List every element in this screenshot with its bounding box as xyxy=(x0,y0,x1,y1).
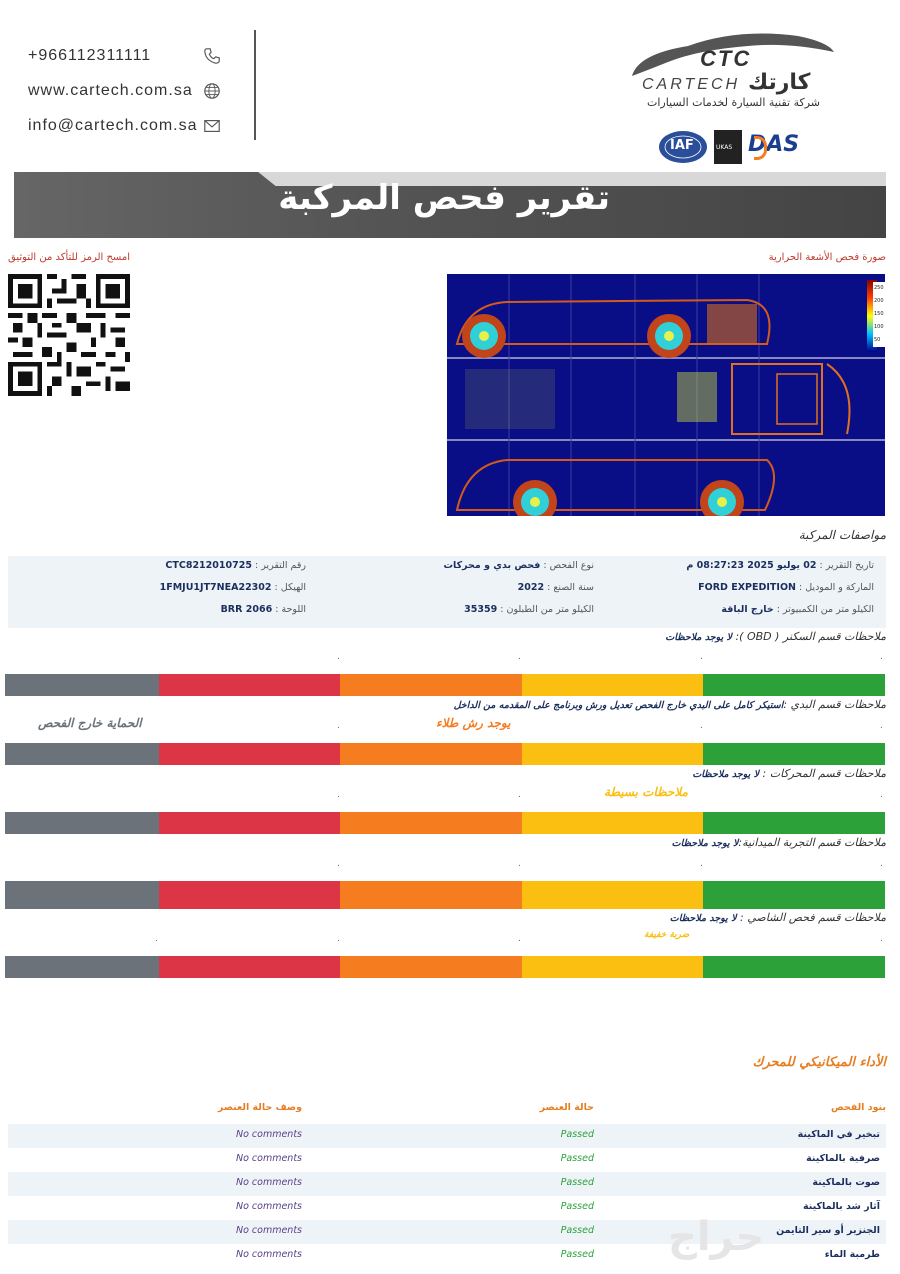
rating-dots: . . . . xyxy=(337,652,883,662)
phone-line[interactable] xyxy=(28,47,151,65)
spec-row xyxy=(8,556,886,578)
thermal-scan-graphic xyxy=(447,274,885,516)
spec-report-date: تاريخ التقرير : 02 يوليو 2025 08:27:23 م xyxy=(686,560,874,571)
mech-desc: No comments xyxy=(235,1129,302,1140)
scale-tick: 200 xyxy=(874,298,884,304)
bar-green xyxy=(703,674,885,696)
mech-title: الأداء الميكانيكي للمحرك xyxy=(752,1055,886,1070)
iaf-cert xyxy=(658,130,708,164)
mech-item: الجنزير أو سير التايمن xyxy=(776,1225,880,1236)
scale-tick: 250 xyxy=(874,285,884,291)
spec-row xyxy=(8,578,886,600)
logo-ctc: CTC xyxy=(700,46,752,71)
mech-desc: No comments xyxy=(235,1177,302,1188)
header-divider xyxy=(254,30,256,140)
phone-number: +966112311111 xyxy=(28,47,152,64)
note-road-test: ملاحظات قسم التجربة الميدانية:لا يوجد ملاحظات xyxy=(671,836,886,849)
spec-year: سنة الصنع : 2022 xyxy=(517,582,594,593)
bar-yellow xyxy=(522,674,703,696)
mark-body-orange: يوجد رش طلاء xyxy=(436,716,511,730)
bar-green xyxy=(703,812,885,834)
mech-header-status: حالة العنصر xyxy=(539,1102,594,1113)
specs-title: مواصفات المركبة xyxy=(798,528,886,542)
bar-green xyxy=(703,956,885,978)
spec-plate: اللوحة : BRR 2066 xyxy=(220,604,306,615)
bar-red xyxy=(159,956,340,978)
bar-yellow xyxy=(522,743,703,765)
mail-icon xyxy=(203,117,221,135)
mech-desc: No comments xyxy=(235,1201,302,1212)
rating-dots: . . . . xyxy=(155,934,883,944)
bar-red xyxy=(159,743,340,765)
mech-status: Passed xyxy=(560,1249,594,1260)
bar-red xyxy=(159,812,340,834)
mech-item: تبخير في الماكينة xyxy=(797,1129,880,1140)
note-obd: ملاحظات قسم السكنر ( OBD ): لا يوجد ملاحظات xyxy=(665,630,886,643)
bar-orange xyxy=(340,812,522,834)
ukas-label: UKAS xyxy=(716,144,733,151)
bar-gray xyxy=(5,674,159,696)
spec-vin: الهيكل : 1FMJU1JT7NEA22302 xyxy=(159,582,306,593)
logo-arabic: كارتك xyxy=(748,70,811,95)
iaf-label: IAF xyxy=(670,138,694,153)
bar-red xyxy=(159,881,340,909)
bar-red xyxy=(159,674,340,696)
thermal-scale-labels xyxy=(873,282,885,347)
bar-yellow xyxy=(522,812,703,834)
qr-label: امسح الرمز للتأكد من التوثيق xyxy=(8,252,130,263)
mech-header-item: بنود الفحص xyxy=(830,1102,886,1113)
mark-engine-yellow: ملاحظات بسيطة xyxy=(604,785,688,799)
spec-km-computer: الكيلو متر من الكمبيوتر : خارج الباقة xyxy=(721,604,874,615)
mech-status: Passed xyxy=(560,1153,594,1164)
logo-subtitle: شركة تقنية السيارة لخدمات السيارات xyxy=(647,96,820,109)
spec-inspection-type: نوع الفحص : فحص بدي و محركات xyxy=(443,560,594,571)
mech-item: صوت بالماكينة xyxy=(812,1177,880,1188)
note-chassis: ملاحظات قسم فحص الشاصي : لا يوجد ملاحظات xyxy=(669,911,886,924)
mech-desc: No comments xyxy=(235,1153,302,1164)
bar-yellow xyxy=(522,881,703,909)
phone-icon xyxy=(203,47,221,65)
mark-body-gray: الحماية خارج الفحص xyxy=(38,716,142,730)
note-body: ملاحظات قسم البدي :استيكر كامل على البدي خارج الفحص تعديل ورش وبرنامج على المقدمه من الداخل xyxy=(453,698,886,711)
email-line[interactable] xyxy=(28,117,198,135)
mech-item: طرمبة الماء xyxy=(824,1249,880,1260)
bar-green xyxy=(703,881,885,909)
mech-desc: No comments xyxy=(235,1249,302,1260)
bar-orange xyxy=(340,674,522,696)
bar-gray xyxy=(5,956,159,978)
mech-desc: No comments xyxy=(235,1225,302,1236)
report-title: تقرير فحص المركبة xyxy=(278,178,610,218)
rating-bar xyxy=(5,743,885,765)
spec-km-dashboard: الكيلو متر من الطبلون : 35359 xyxy=(464,604,594,615)
website-line[interactable] xyxy=(28,82,193,100)
thermal-label: صورة فحص الأشعة الحرارية xyxy=(768,252,886,263)
spec-report-number: رقم التقرير : CTC8212010725 xyxy=(165,560,306,571)
mech-header-desc: وصف حالة العنصر xyxy=(217,1102,302,1113)
note-engines: ملاحظات قسم المحركات : لا يوجد ملاحظات xyxy=(692,767,886,780)
table-row xyxy=(8,1172,886,1196)
mech-status: Passed xyxy=(560,1177,594,1188)
website-link[interactable]: www.cartech.com.sa xyxy=(28,82,193,99)
bar-gray xyxy=(5,812,159,834)
rating-bar xyxy=(5,674,885,696)
rating-bar xyxy=(5,812,885,834)
rating-dots: . . . xyxy=(337,721,883,731)
logo-cartech: CARTECH xyxy=(642,76,741,93)
rating-dots: . . . xyxy=(337,790,883,800)
scale-tick: 150 xyxy=(874,311,884,317)
bar-gray xyxy=(5,881,159,909)
das-cert xyxy=(746,130,808,164)
bar-orange xyxy=(340,956,522,978)
globe-icon xyxy=(203,82,221,100)
mark-chassis-yellow: ضربة خفيفة xyxy=(644,930,690,940)
ukas-cert xyxy=(714,130,742,164)
email-link[interactable]: info@cartech.com.sa xyxy=(28,117,198,134)
bar-orange xyxy=(340,881,522,909)
spec-make-model: الماركة و الموديل : FORD EXPEDITION xyxy=(698,582,874,593)
scale-tick: 100 xyxy=(874,324,884,330)
watermark: حراج xyxy=(668,1214,765,1260)
bar-green xyxy=(703,743,885,765)
table-row xyxy=(8,1124,886,1148)
rating-bar xyxy=(5,881,885,909)
bar-gray xyxy=(5,743,159,765)
qr-code[interactable] xyxy=(8,274,130,396)
rating-dots: . . . . xyxy=(337,859,883,869)
mech-status: Passed xyxy=(560,1201,594,1212)
rating-bar xyxy=(5,956,885,978)
bar-orange xyxy=(340,743,522,765)
mech-item: آثار شد بالماكينة xyxy=(803,1201,880,1212)
thermal-image[interactable] xyxy=(447,274,885,516)
das-label: DAS xyxy=(748,132,800,157)
mech-status: Passed xyxy=(560,1129,594,1140)
scale-tick: 50 xyxy=(874,337,881,343)
table-row xyxy=(8,1148,886,1172)
spec-row xyxy=(8,600,886,628)
mech-item: صرفية بالماكينة xyxy=(806,1153,880,1164)
mech-status: Passed xyxy=(560,1225,594,1236)
bar-yellow xyxy=(522,956,703,978)
